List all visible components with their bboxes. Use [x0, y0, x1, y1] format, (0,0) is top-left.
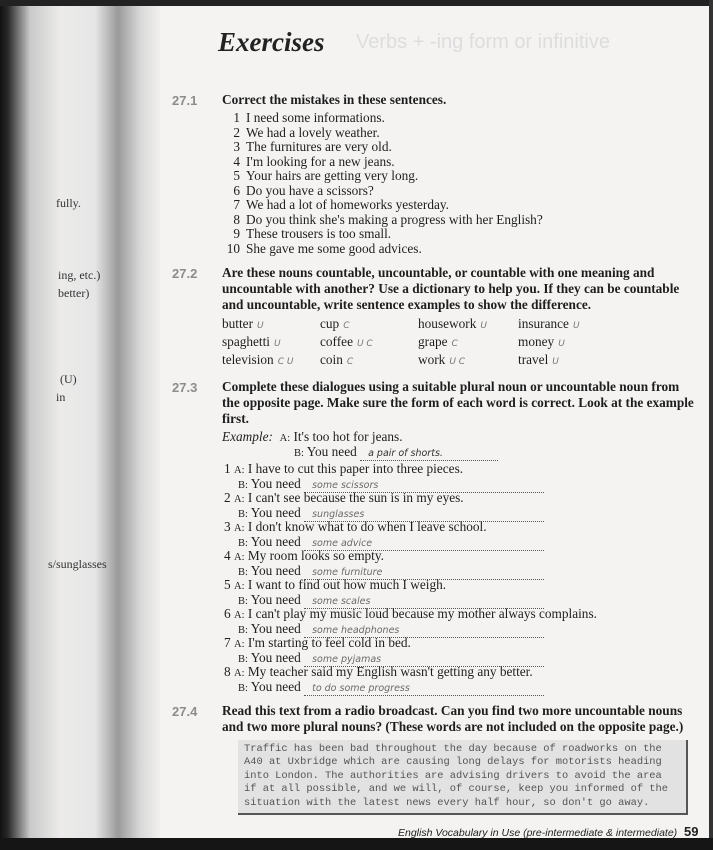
item-number: 6 [233, 182, 240, 198]
line-a: I want to find out how much I weigh. [247, 577, 447, 592]
line-b: You need [250, 562, 301, 578]
noun-word: housework [418, 316, 477, 331]
exercise-27-1 [170, 92, 694, 256]
margin-fragment: (U) [60, 372, 77, 386]
item-number: 7 [233, 197, 240, 212]
sentence-text: We had a lot of homeworks yesterday. [246, 197, 449, 212]
item-number: 8 [233, 211, 240, 227]
sentence-item [226, 140, 694, 155]
item-number: 8 [224, 664, 231, 679]
sentence-text: Your hairs are getting very long. [246, 168, 419, 183]
noun-item [418, 352, 518, 370]
item-number: 4 [233, 153, 240, 169]
sentence-text: I need some informations. [246, 110, 385, 125]
dialogue-item [224, 607, 694, 636]
noun-item [222, 316, 320, 334]
example-dialogue [222, 430, 694, 459]
speaker-a: A: [233, 523, 245, 534]
line-a: I can't see because the sun is in my eyes. [247, 490, 464, 505]
exercise-instruction: Complete these dialogues using a suitable plural noun or uncountable noun from the opposite page. Make sure the form of each word is correct. Look at the example first. [222, 379, 694, 426]
noun-item [320, 352, 418, 370]
line-b: You need [250, 591, 301, 607]
noun-item [320, 316, 418, 334]
dialogue-item [224, 491, 694, 520]
exercise-instruction: Correct the mistakes in these sentences. [222, 92, 447, 107]
sentence-item [226, 126, 694, 141]
noun-word: grape [418, 334, 448, 349]
book-title-footer: English Vocabulary in Use (pre-intermediate & intermediate) [398, 827, 678, 840]
line-a: I can't play my music loud because my mother always complains. [247, 606, 597, 621]
example-answer: a pair of shorts. [360, 448, 498, 461]
margin-fragment: fully. [56, 196, 81, 210]
line-a: I'm starting to feel cold in bed. [247, 635, 411, 650]
scan-border [0, 0, 713, 6]
handwritten-mark: U C [356, 339, 373, 349]
sentence-list [222, 111, 694, 256]
handwritten-mark: C U [277, 357, 294, 367]
line-a: I don't know what to do when I leave school. [247, 519, 487, 534]
speaker-a: A: [233, 552, 245, 563]
noun-word: travel [518, 352, 549, 367]
exercise-27-3 [170, 379, 694, 694]
scan-border [709, 0, 713, 850]
noun-grid [222, 316, 694, 370]
example-label: Example: [222, 429, 273, 444]
exercise-number: 27.4 [172, 704, 198, 719]
sentence-item [226, 198, 694, 213]
handwritten-mark: U [480, 321, 487, 331]
noun-item [518, 334, 618, 352]
sentence-item [226, 213, 694, 228]
speaker-b: B: [238, 595, 248, 607]
dialogue-item [224, 462, 694, 491]
answer-blank[interactable]: to do some progress [304, 683, 544, 696]
speaker-a: A: [233, 610, 245, 621]
margin-fragment: better) [58, 286, 90, 300]
line-a: My room looks so empty. [247, 548, 384, 563]
noun-item [418, 316, 518, 334]
speaker-b: B: [238, 624, 248, 636]
sentence-item [226, 111, 694, 126]
sentence-item [226, 227, 694, 242]
noun-item [222, 334, 320, 352]
answer-blank[interactable]: some furniture [304, 567, 544, 580]
line-b: You need [250, 620, 301, 636]
sentence-text: Do you have a scissors? [246, 182, 374, 198]
noun-word: coffee [320, 334, 353, 349]
speaker-a: A: [233, 639, 245, 650]
margin-fragment: ing, etc.) [58, 268, 101, 282]
answer-blank[interactable]: sunglasses [304, 509, 544, 522]
noun-item [320, 334, 418, 352]
speaker-a: A: [279, 433, 291, 444]
line-b: You need [250, 475, 301, 491]
line-a: My teacher said my English wasn't getting any better. [247, 664, 533, 679]
item-number: 4 [224, 548, 231, 563]
noun-word: work [418, 352, 446, 367]
margin-fragment: in [56, 390, 66, 404]
answer-blank[interactable]: some scales [304, 596, 544, 609]
speaker-b: B: [238, 479, 248, 491]
sentence-text: Do you think she's making a progress with her English? [246, 211, 543, 227]
noun-word: spaghetti [222, 334, 271, 349]
dialogue-item [224, 549, 694, 578]
example-line-b: You need [306, 443, 357, 459]
item-number: 7 [224, 635, 231, 650]
speaker-b: B: [294, 447, 304, 459]
noun-item [518, 352, 618, 370]
sentence-item [226, 155, 694, 170]
noun-word: insurance [518, 316, 569, 331]
handwritten-mark: C [343, 321, 350, 331]
item-number: 5 [233, 168, 240, 183]
handwritten-mark: U [257, 321, 264, 331]
page-number: 59 [684, 824, 699, 840]
page-footer [170, 824, 699, 842]
speaker-b: B: [238, 682, 248, 694]
noun-item [222, 352, 320, 370]
speaker-a: A: [233, 668, 245, 679]
answer-blank[interactable]: some advice [304, 538, 544, 551]
item-number: 6 [224, 606, 231, 621]
item-number: 10 [226, 240, 240, 256]
line-b: You need [250, 678, 301, 694]
book-spine-shadow [0, 0, 160, 850]
line-b: You need [250, 504, 301, 520]
dialogue-item [224, 636, 694, 665]
line-b: You need [250, 649, 301, 665]
noun-word: television [222, 352, 274, 367]
dialogue-item [224, 578, 694, 607]
handwritten-mark: U [274, 339, 281, 349]
noun-item [518, 316, 618, 334]
noun-word: coin [320, 352, 343, 367]
speaker-a: A: [233, 465, 245, 476]
speaker-a: A: [233, 494, 245, 505]
handwritten-mark: C [451, 339, 458, 349]
handwritten-mark: C [346, 357, 354, 367]
handwritten-mark: U [572, 321, 580, 331]
exercise-number: 27.2 [172, 266, 198, 281]
dialogue-item [224, 520, 694, 549]
speaker-b: B: [238, 537, 248, 549]
noun-word: butter [222, 316, 254, 331]
item-number: 2 [233, 124, 240, 140]
item-number: 9 [233, 226, 240, 241]
noun-word: money [518, 334, 555, 349]
handwritten-mark: U [558, 339, 565, 349]
show-through-heading: Verbs + -ing form or infinitive [356, 31, 610, 53]
example-line-a: It's too hot for jeans. [293, 429, 403, 444]
noun-word: cup [320, 316, 340, 331]
line-b: You need [250, 533, 301, 549]
item-number: 5 [224, 577, 231, 592]
exercise-column [170, 92, 699, 842]
answer-blank[interactable]: some scissors [304, 480, 544, 493]
noun-item [418, 334, 518, 352]
line-a: I have to cut this paper into three pieces. [247, 461, 464, 476]
sentence-text: These trousers is too small. [246, 226, 392, 241]
speaker-b: B: [238, 566, 248, 578]
exercise-instruction: Read this text from a radio broadcast. Can you find two more uncountable nouns and two more plural nouns? (These words are not included on the opposite page.) [222, 703, 684, 734]
exercise-instruction: Are these nouns countable, uncountable, or countable with one meaning and uncountable with another? Use a dictionary to help you. If they can be countable and uncountable, write sentence examples to show the difference. [222, 265, 680, 312]
exercise-number: 27.1 [172, 93, 198, 108]
handwritten-mark: U C [449, 357, 466, 367]
answer-blank[interactable]: some pyjamas [304, 654, 544, 667]
page-title: Exercises [218, 27, 325, 57]
item-number: 1 [224, 461, 231, 476]
exercise-27-4 [170, 703, 694, 815]
speaker-a: A: [233, 581, 245, 592]
item-number: 3 [224, 519, 231, 534]
dialogue-list [222, 462, 694, 694]
sentence-item [226, 242, 694, 257]
dialogue-item [224, 665, 694, 694]
sentence-text: We had a lovely weather. [246, 124, 380, 140]
sentence-item [226, 184, 694, 199]
exercise-number: 27.3 [172, 380, 198, 395]
sentence-text: She gave me some good advices. [246, 240, 422, 256]
speaker-b: B: [238, 653, 248, 665]
speaker-b: B: [238, 508, 248, 520]
radio-broadcast-text: Traffic has been bad throughout the day because of roadworks on the A40 at Uxbridge which are causing long delays for motorists heading into London. The authorities are advising drivers to avoid the area if at all possible, and we will, of course, keep you informed of the situation with the latest news every half hour, so don't go away. [238, 740, 688, 815]
item-number: 3 [233, 139, 240, 154]
margin-fragment: s/sunglasses [48, 557, 107, 571]
exercise-27-2 [170, 265, 694, 370]
sentence-text: The furnitures are very old. [246, 139, 392, 154]
answer-blank[interactable]: some headphones [304, 625, 544, 638]
item-number: 1 [233, 110, 240, 125]
handwritten-mark: U [552, 357, 559, 367]
sentence-item [226, 169, 694, 184]
item-number: 2 [224, 490, 231, 505]
sentence-text: I'm looking for a new jeans. [246, 153, 395, 169]
